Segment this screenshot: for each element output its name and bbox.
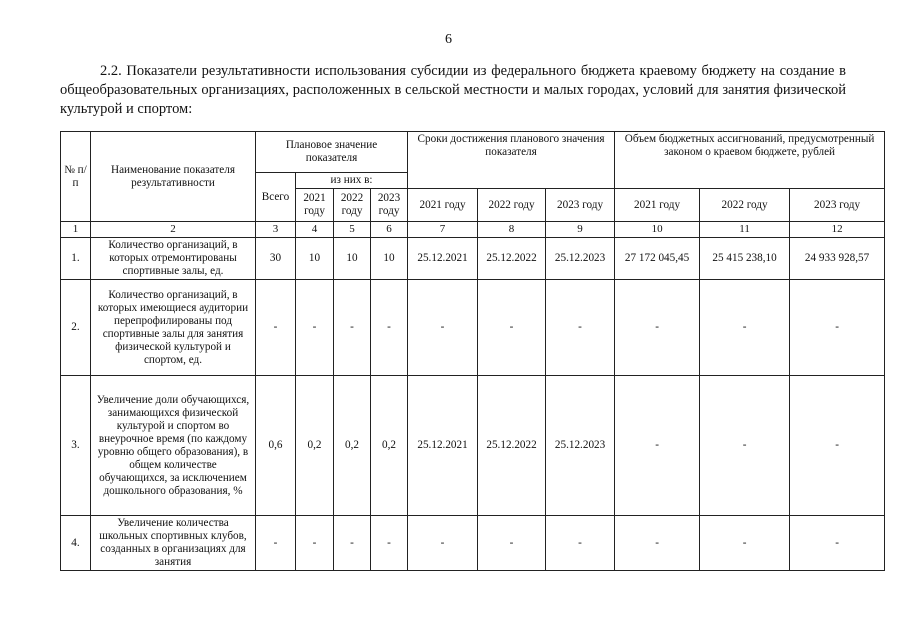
- row-deadline-2022: -: [478, 280, 546, 376]
- column-number: 11: [700, 222, 790, 238]
- row-budget-2021: -: [615, 280, 700, 376]
- row-budget-2021: 27 172 045,45: [615, 238, 700, 280]
- row-indicator-name: Увеличение количества школьных спортивных клубов, созданных в организациях для занятия: [91, 516, 256, 571]
- row-total: -: [256, 516, 296, 571]
- column-number: 9: [546, 222, 615, 238]
- column-number: 3: [256, 222, 296, 238]
- row-budget-2021: -: [615, 376, 700, 516]
- row-deadline-2022: 25.12.2022: [478, 238, 546, 280]
- row-deadline-2021: 25.12.2021: [408, 238, 478, 280]
- row-budget-2023: -: [790, 376, 885, 516]
- header-budget-2022: 2022 году: [700, 189, 790, 222]
- header-plan-2021: 2021 году: [296, 189, 334, 222]
- column-number: 8: [478, 222, 546, 238]
- column-number: 7: [408, 222, 478, 238]
- header-budget: Объем бюджетных ассигнований, предусмотренный законом о краевом бюджете, рублей: [615, 132, 885, 189]
- column-number: 5: [334, 222, 371, 238]
- row-num: 3.: [61, 376, 91, 516]
- column-number: 6: [371, 222, 408, 238]
- column-number: 4: [296, 222, 334, 238]
- row-plan-2021: 0,2: [296, 376, 334, 516]
- column-number: 12: [790, 222, 885, 238]
- header-deadline-2023: 2023 году: [546, 189, 615, 222]
- row-indicator-name: Увеличение доли обучающихся, занимающихся физической культурой и спортом во внеурочное время (по каждому уровню общего образования), в общем количестве обучающихся, за исключением дошкольного образования, %: [91, 376, 256, 516]
- row-plan-2021: 10: [296, 238, 334, 280]
- row-budget-2022: -: [700, 516, 790, 571]
- row-deadline-2021: -: [408, 516, 478, 571]
- row-budget-2021: -: [615, 516, 700, 571]
- row-budget-2022: -: [700, 376, 790, 516]
- page-number: 6: [445, 32, 452, 47]
- header-deadline-2022: 2022 году: [478, 189, 546, 222]
- header-of-which: из них в:: [296, 173, 408, 189]
- row-total: -: [256, 280, 296, 376]
- table-row: [61, 280, 885, 376]
- column-number: 1: [61, 222, 91, 238]
- header-plan-2023: 2023 году: [371, 189, 408, 222]
- header-total: Всего: [256, 173, 296, 222]
- row-plan-2021: -: [296, 280, 334, 376]
- row-num: 4.: [61, 516, 91, 571]
- row-plan-2022: -: [334, 280, 371, 376]
- row-deadline-2021: -: [408, 280, 478, 376]
- row-deadline-2022: -: [478, 516, 546, 571]
- row-plan-2021: -: [296, 516, 334, 571]
- row-deadline-2023: -: [546, 280, 615, 376]
- row-plan-2022: 0,2: [334, 376, 371, 516]
- row-budget-2023: -: [790, 516, 885, 571]
- header-deadline-2021: 2021 году: [408, 189, 478, 222]
- table-row: [61, 238, 885, 280]
- row-indicator-name: Количество организаций, в которых отремонтированы спортивные залы, ед.: [91, 238, 256, 280]
- indicators-table: [60, 131, 885, 571]
- row-plan-2023: 10: [371, 238, 408, 280]
- row-deadline-2022: 25.12.2022: [478, 376, 546, 516]
- row-deadline-2023: 25.12.2023: [546, 376, 615, 516]
- row-num: 1.: [61, 238, 91, 280]
- column-number: 2: [91, 222, 256, 238]
- column-number-row: [61, 222, 885, 238]
- row-num: 2.: [61, 280, 91, 376]
- row-plan-2022: -: [334, 516, 371, 571]
- row-plan-2022: 10: [334, 238, 371, 280]
- row-deadline-2023: -: [546, 516, 615, 571]
- column-number: 10: [615, 222, 700, 238]
- header-budget-2023: 2023 году: [790, 189, 885, 222]
- row-total: 30: [256, 238, 296, 280]
- header-budget-2021: 2021 году: [615, 189, 700, 222]
- table-row: [61, 376, 885, 516]
- row-budget-2023: -: [790, 280, 885, 376]
- row-deadline-2021: 25.12.2021: [408, 376, 478, 516]
- row-indicator-name: Количество организаций, в которых имеющиеся аудитории перепрофилированы под спортивные залы для занятия физической культурой и спортом, ед.: [91, 280, 256, 376]
- header-num: № п/п: [61, 132, 91, 222]
- row-plan-2023: -: [371, 516, 408, 571]
- table-row: [61, 516, 885, 571]
- row-budget-2023: 24 933 928,57: [790, 238, 885, 280]
- row-plan-2023: 0,2: [371, 376, 408, 516]
- header-planned: Плановое значение показателя: [256, 132, 408, 173]
- row-total: 0,6: [256, 376, 296, 516]
- row-budget-2022: -: [700, 280, 790, 376]
- section-intro: 2.2. Показатели результативности использования субсидии из федерального бюджета краевому бюджету на создание в общеобразовательных организациях, расположенных в сельской местности и малых городах, условий для занятия физической культурой и спортом:: [60, 63, 846, 117]
- row-budget-2022: 25 415 238,10: [700, 238, 790, 280]
- header-plan-2022: 2022 году: [334, 189, 371, 222]
- header-name: Наименование показателя результативности: [91, 132, 256, 222]
- header-deadlines: Сроки достижения планового значения показателя: [408, 132, 615, 189]
- row-deadline-2023: 25.12.2023: [546, 238, 615, 280]
- row-plan-2023: -: [371, 280, 408, 376]
